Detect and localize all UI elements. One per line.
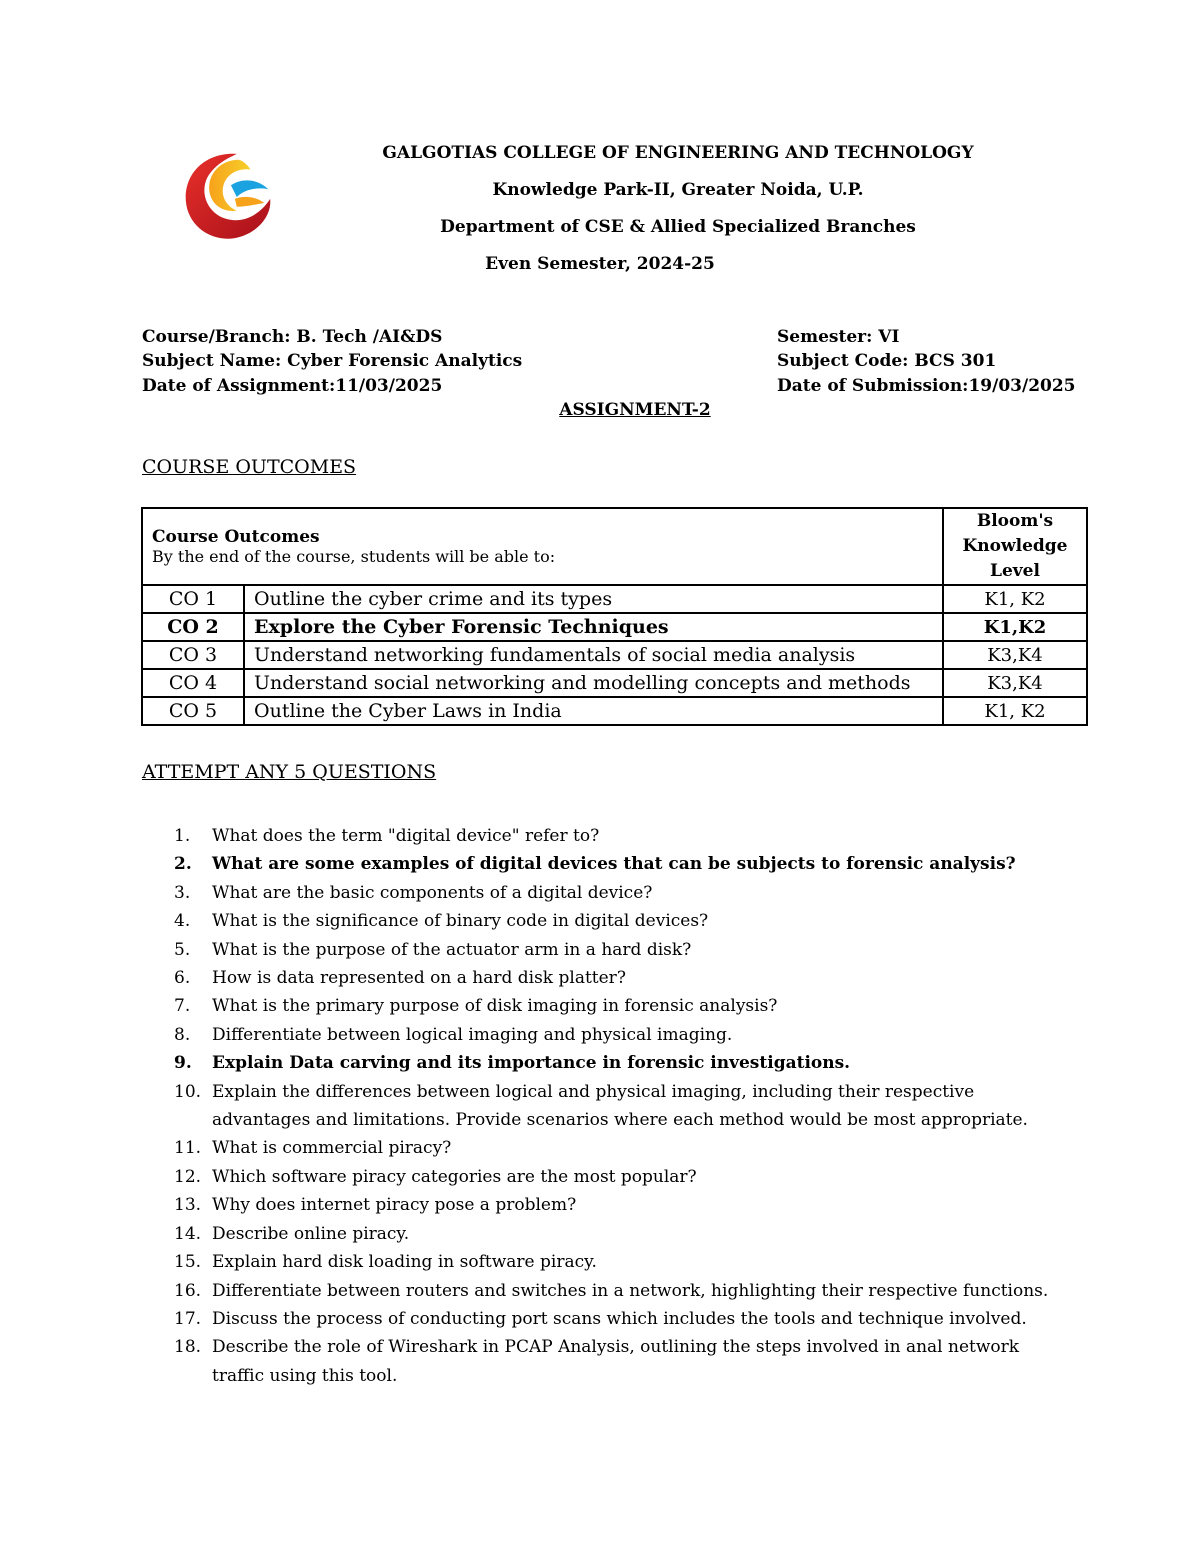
date-of-assignment: Date of Assignment:11/03/2025 [142,376,443,396]
question-text: Explain hard disk loading in software piracy. [212,1252,597,1273]
question-number: 17. [174,1308,202,1329]
question-text: What is the primary purpose of disk imaging in forensic analysis? [212,996,778,1017]
list-item [174,1333,1054,1390]
question-number: 11. [174,1138,202,1159]
list-item [174,850,1054,878]
question-text: How is data represented on a hard disk platter? [212,968,626,989]
co-code: CO 3 [142,641,244,669]
list-item [174,1163,1054,1191]
table-header-row [142,508,1087,585]
question-number: 14. [174,1223,202,1244]
co-code: CO 5 [142,697,244,725]
question-text: Explain the differences between logical and physical imaging, including their respective advantages and limitations. Provide scenarios where each method would be most appropriate. [212,1081,1028,1131]
bloom-header-cell [943,508,1087,585]
list-item [174,1220,1054,1248]
question-text: What are the basic components of a digital device? [212,882,653,903]
question-number: 15. [174,1252,202,1273]
question-text: Describe the role of Wireshark in PCAP Analysis, outlining the steps involved in anal network traffic using this tool. [212,1337,1020,1386]
list-item [174,1277,1054,1305]
list-item [174,1021,1054,1049]
question-text: What is the significance of binary code in digital devices? [212,911,709,932]
question-number: 7. [174,996,191,1017]
co-level: K3,K4 [943,669,1087,697]
list-item [174,907,1054,935]
question-number: 6. [174,968,191,989]
list-item [174,936,1054,964]
subject-code: Subject Code: BCS 301 [777,351,997,371]
list-item [174,1248,1054,1276]
list-item [174,1078,1054,1135]
co-level: K1, K2 [943,585,1087,613]
list-item [174,1049,1054,1077]
subject-name: Subject Name: Cyber Forensic Analytics [142,351,523,371]
question-text: Which software piracy categories are the most popular? [212,1166,697,1187]
co-outcome: Understand social networking and modelling concepts and methods [244,669,943,697]
header-subtitle: By the end of the course, students will be able to: [152,547,556,566]
course-branch: Course/Branch: B. Tech /AI&DS [142,327,443,347]
question-text: Discuss the process of conducting port scans which includes the tools and technique involved. [212,1308,1027,1329]
college-address: Knowledge Park-II, Greater Noida, U.P. [492,180,864,200]
question-text: What is commercial piracy? [212,1138,452,1159]
question-number: 8. [174,1024,191,1045]
co-outcome: Explore the Cyber Forensic Techniques [244,613,943,641]
co-code: CO 1 [142,585,244,613]
question-number: 9. [174,1053,192,1074]
question-text: What does the term "digital device" refer to? [212,826,600,846]
co-outcome: Outline the cyber crime and its types [244,585,943,613]
question-number: 4. [174,911,191,932]
list-item [174,1191,1054,1219]
co-outcome: Outline the Cyber Laws in India [244,697,943,725]
department-name: Department of CSE & Allied Specialized Branches [440,217,916,237]
list-item [174,1134,1054,1162]
table-row [142,669,1087,697]
co-level: K1,K2 [943,613,1087,641]
co-outcome: Understand networking fundamentals of social media analysis [244,641,943,669]
list-item [174,1305,1054,1333]
question-text: Why does internet piracy pose a problem? [212,1195,577,1216]
semester: Semester: VI [777,327,900,347]
table-row [142,613,1087,641]
table-row [142,641,1087,669]
question-text: Differentiate between logical imaging and physical imaging. [212,1024,733,1045]
assignment-title: ASSIGNMENT-2 [559,400,711,420]
bloom-line-3: Level [990,561,1040,581]
co-level: K3,K4 [943,641,1087,669]
question-number: 13. [174,1195,202,1216]
course-outcomes-table [141,507,1088,726]
header-title: Course Outcomes [152,527,320,547]
question-text: What are some examples of digital devices that can be subjects to forensic analysis? [212,854,1016,875]
semester-term: Even Semester, 2024-25 [485,254,715,274]
bloom-line-2: Knowledge [962,536,1068,556]
question-number: 2. [174,854,192,875]
bloom-line-1: Bloom's [976,511,1054,531]
question-number: 3. [174,882,191,903]
questions-list [174,822,1054,1390]
list-item [174,992,1054,1020]
list-item [174,822,1054,850]
question-number: 1. [174,826,191,846]
date-of-submission: Date of Submission:19/03/2025 [777,376,1076,396]
question-text: Differentiate between routers and switches in a network, highlighting their respective functions. [212,1280,1049,1301]
question-number: 12. [174,1166,202,1187]
question-number: 5. [174,939,191,960]
table-row [142,585,1087,613]
college-name: GALGOTIAS COLLEGE OF ENGINEERING AND TECHNOLOGY [382,143,974,163]
question-text: Describe online piracy. [212,1223,410,1244]
question-number: 10. [174,1081,202,1102]
list-item [174,964,1054,992]
list-item [174,879,1054,907]
co-code: CO 4 [142,669,244,697]
co-code: CO 2 [142,613,244,641]
question-text: What is the purpose of the actuator arm in a hard disk? [212,939,692,960]
course-outcomes-heading: COURSE OUTCOMES [142,456,357,478]
table-row [142,697,1087,725]
question-text: Explain Data carving and its importance in forensic investigations. [212,1053,851,1074]
course-outcomes-header-cell [142,508,943,585]
questions-heading: ATTEMPT ANY 5 QUESTIONS [142,761,437,783]
question-number: 18. [174,1337,202,1358]
question-number: 16. [174,1280,202,1301]
co-level: K1, K2 [943,697,1087,725]
